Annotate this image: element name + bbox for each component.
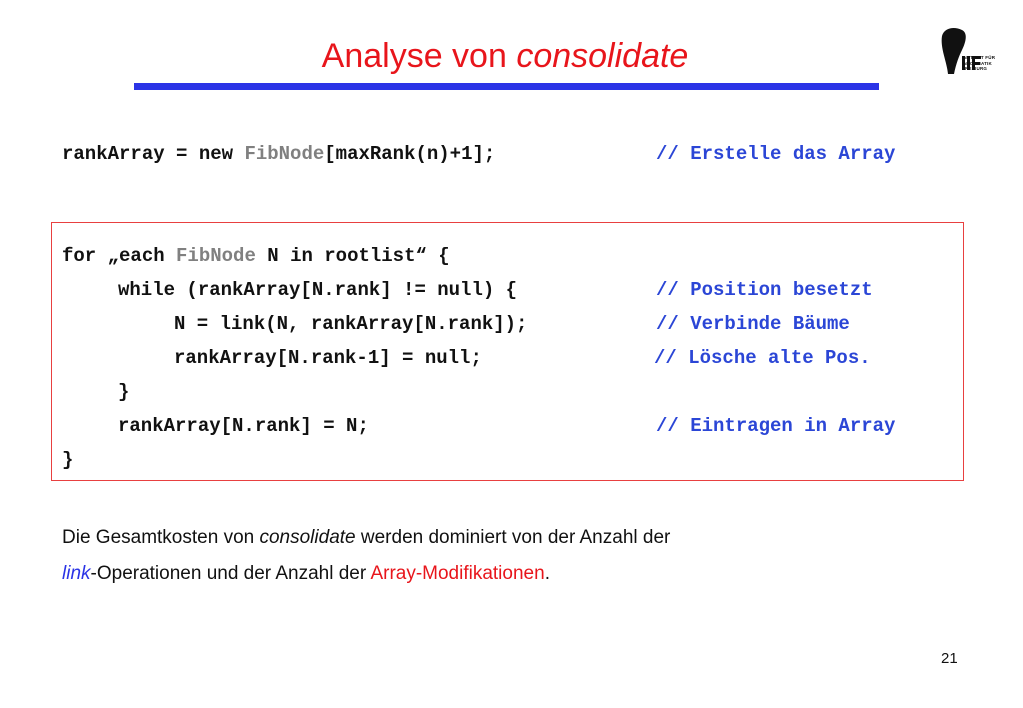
summary-text: werden dominiert von der Anzahl der: [355, 527, 671, 548]
summary-text: .: [544, 563, 550, 584]
code-type: FibNode: [244, 143, 325, 165]
code-line-assign: rankArray[N.rank] = N;: [118, 415, 369, 437]
summary-line-2: [62, 563, 550, 585]
code-line-link: N = link(N, rankArray[N.rank]);: [174, 313, 528, 335]
title-italic: consolidate: [516, 37, 689, 75]
summary-red-term: Array-Modifikationen: [370, 563, 545, 584]
summary-link-word: link: [62, 563, 91, 584]
summary-italic: consolidate: [259, 527, 356, 548]
code-line-close-for: }: [62, 449, 74, 471]
code-text: rankArray = new: [62, 143, 245, 165]
summary-text: -Operationen und der Anzahl der: [90, 563, 371, 584]
logo-caption: [962, 55, 995, 72]
logo-caption-line: INSTITUT FÜR: [962, 55, 996, 60]
code-text: N in rootlist“ {: [255, 245, 450, 267]
code-line-for: [62, 239, 450, 273]
code-text: [maxRank(n)+1];: [324, 143, 496, 165]
page-number: 21: [941, 650, 958, 667]
code-comment: // Position besetzt: [656, 279, 873, 301]
code-comment: // Eintragen in Array: [656, 415, 896, 437]
code-init-line: [62, 137, 495, 171]
summary-line-1: [62, 527, 670, 549]
slide-title: [0, 34, 1010, 78]
logo-caption-line: INFORMATIK: [962, 60, 992, 66]
code-text: for „each: [62, 245, 177, 267]
code-type: FibNode: [176, 245, 256, 267]
summary-text: Die Gesamtkosten von: [62, 527, 260, 548]
title-underline: [134, 83, 879, 90]
code-line-while: while (rankArray[N.rank] != null) {: [118, 279, 518, 301]
code-comment: // Lösche alte Pos.: [654, 347, 871, 369]
code-line-null: rankArray[N.rank-1] = null;: [174, 347, 482, 369]
code-comment: // Erstelle das Array: [656, 143, 896, 165]
logo-caption-line: FREIBURG: [962, 66, 988, 71]
title-prefix: Analyse von: [321, 37, 517, 75]
code-line-close-while: }: [118, 381, 130, 403]
code-comment: // Verbinde Bäume: [656, 313, 850, 335]
